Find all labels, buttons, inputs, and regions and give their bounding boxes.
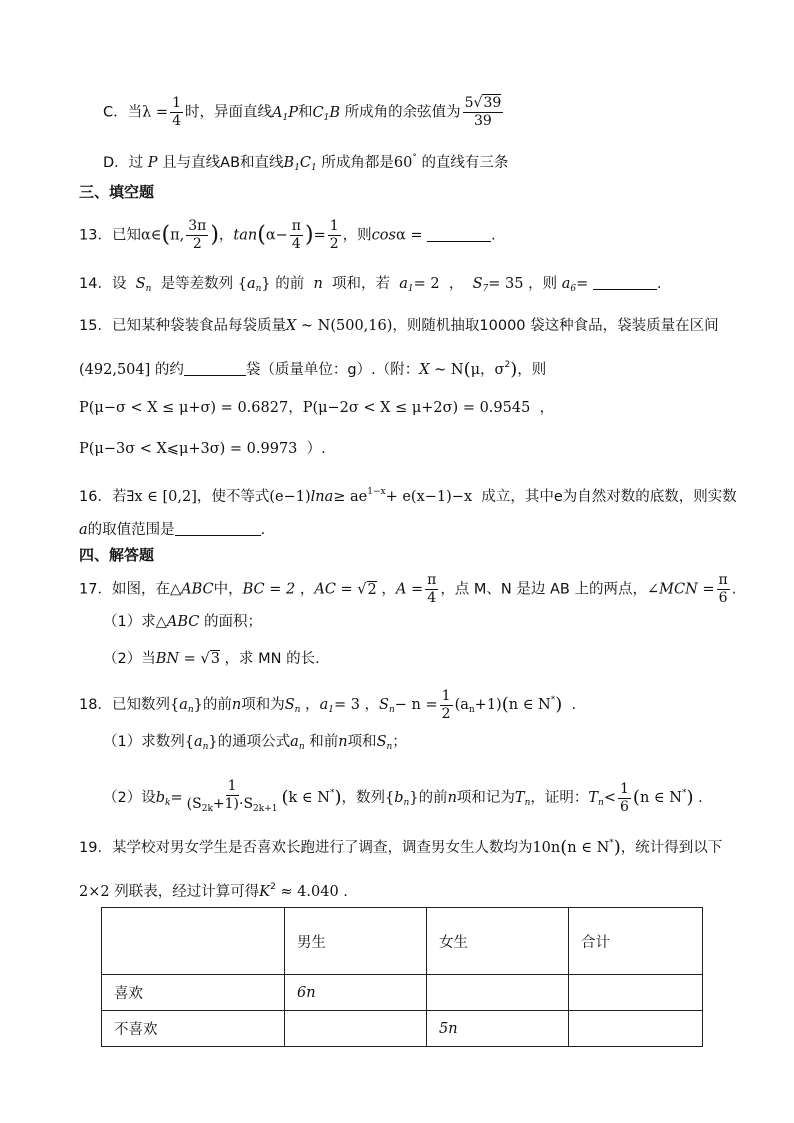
q12-option-c: C．当λ = $\frac{1}{4}$ 时，异面直线$A_1P$和$C_1B$ 所成角的余弦值为 $\frac{5√39}{39}$ [103,95,502,129]
table-cell: 5n [427,1011,569,1047]
question-15-line-2: (492,504] 的约 袋（质量单位：g）.（附：X ~ N(μ，$\sigma^2$)，则 [79,359,547,380]
contingency-table [101,907,703,1047]
question-16-line-1: 16．若∃x ∈ [0,2]，使不等式$(e-1)\ln a\ge ae^{1-x}+ e(x-1)-x$ 成立，其中e为自然对数的底数，则实数 [79,487,737,505]
question-17-part-1: （1）求△ABC 的面积； [103,614,262,630]
answer-blank[interactable] [184,361,246,376]
fraction: $\frac{5√39}{39}$ [464,95,502,129]
question-17: 17．如图，在△ABC中，BC = 2 ，AC = √2 ，A = $\frac{\pi}{4}$ ，点 M、N 是边 AB 上的两点，∠MCN = $\frac{\pi}{6}$ . [79,572,737,606]
question-19-line-2: 2×2 列联表，经过计算可得$K^2 \approx 4.040$ . [79,882,348,900]
section-heading-solutions: 四、解答题 [79,546,155,564]
question-15-line-1: 15．已知某种袋装食品每袋质量X ~ N(500,16)，则随机抽取10000 袋这种食品，袋装质量在区间 [79,318,719,334]
table-cell [285,1011,427,1047]
table-header-cell [102,908,285,975]
table-row [102,1011,703,1047]
answer-blank[interactable] [427,227,491,242]
question-18-part-1: （1）求数列$\{a_n\}$的通项公式$a_n$ 和前n项和$S_n$； [103,734,407,752]
question-19-line-1: 19．某学校对男女学生是否喜欢长跑进行了调查，调查男女生人数均为10n(n ∈ N*)，统计得到以下 [79,837,723,858]
q12-option-d: D．过 P 且与直线AB和直线$B_1C_1$ 所成角都是60° 的直线有三条 [103,153,509,173]
question-15-formulas: P(μ−σ < X ≤ μ+σ) = 0.6827，P(μ−2σ < X ≤ μ+2σ) = 0.9545 ， [79,400,555,416]
question-13: 13．已知α∈(π, $\frac{3\pi}{2}$ )，tan(α− $\frac{\pi}{4}$ )= $\frac{1}{2}$ ，则cosα = . [79,218,496,252]
question-18: 18．已知数列$\{a_n\}$的前n项和为$S_n$ ，$a_1= 3$ ，$S_n- n$ = $\frac{1}{2}$ $(a_n+1)(n$ ∈ N*) . [79,687,577,722]
table-cell: 6n [285,975,427,1011]
table-header-row [102,908,703,975]
fraction: $\frac{1}{4}$ [172,95,181,129]
answer-blank[interactable] [593,275,657,290]
answer-blank[interactable] [175,521,261,536]
table-cell [427,975,569,1011]
table-header-cell: 男生 [285,908,427,975]
table-cell [569,975,703,1011]
table-header-cell: 合计 [569,908,703,975]
table-cell: 喜欢 [102,975,285,1011]
section-heading-fill-blank: 三、填空题 [79,183,155,201]
table-cell [569,1011,703,1047]
table-cell: 不喜欢 [102,1011,285,1047]
question-15-formula-3: P(μ−3σ < X⩽μ+3σ) = 0.9973 ）. [79,441,326,457]
question-14: 14．设 $S_n$ 是等差数列 $\{a_n\}$ 的前 n 项和，若 $a_1= 2$ ， $S_7= 35$ ，则 $a_6=$ . [79,276,662,294]
table-row [102,975,703,1011]
table-header-cell: 女生 [427,908,569,975]
question-18-part-2: （2）设$b_k=$ $\frac{1}{(S_{2k}+1)\cdot S_{2k+1}}$ (k ∈ N*)，数列$\{b_n\}$的前n项和记为$T_n$，证明：$T_n<$ $\frac{1}{6}$ (n ∈ N*) . [103,778,703,815]
question-17-part-2: （2）当BN = √3 ，求 MN 的长. [103,651,320,667]
question-16-line-2: a的取值范围是 . [79,522,266,538]
